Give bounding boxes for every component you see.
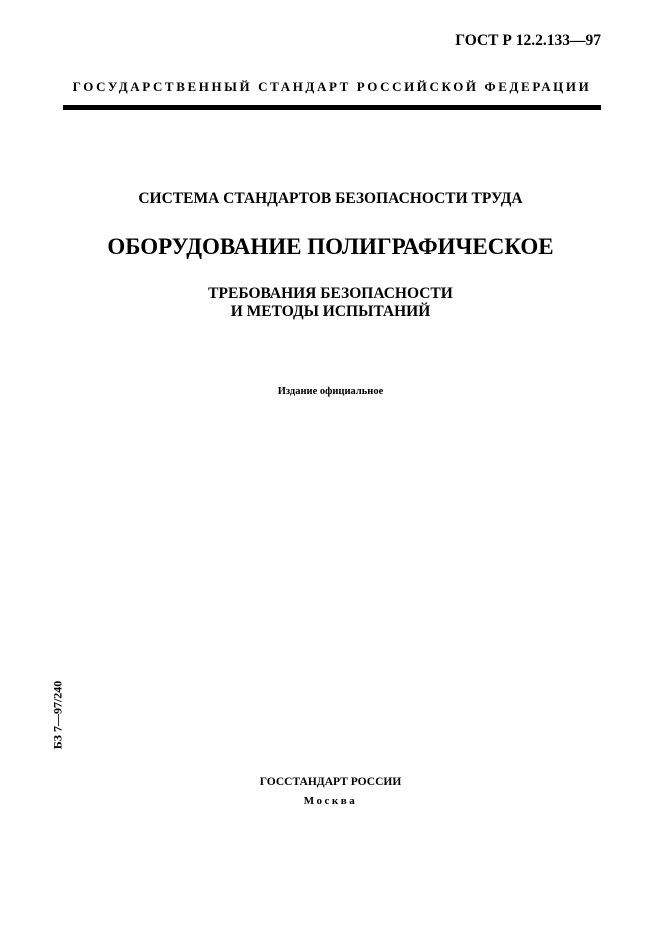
publisher-city: Москва <box>303 795 358 807</box>
official-edition-label: Издание официальное <box>277 386 384 397</box>
publisher-name: ГОССТАНДАРТ РОССИИ <box>259 776 402 788</box>
state-standard-heading: ГОСУДАРСТВЕННЫЙ СТАНДАРТ РОССИЙСКОЙ ФЕДЕРАЦИИ <box>72 79 592 94</box>
document-number: ГОСТ Р 12.2.133—97 <box>455 32 601 49</box>
standards-system-title: СИСТЕМА СТАНДАРТОВ БЕЗОПАСНОСТИ ТРУДА <box>138 190 523 207</box>
header-rule <box>63 105 601 110</box>
vertical-side-code: БЗ 7—97/240 <box>50 680 65 750</box>
subtitle-line-1: ТРЕБОВАНИЯ БЕЗОПАСНОСТИ <box>208 285 453 302</box>
main-title: ОБОРУДОВАНИЕ ПОЛИГРАФИЧЕСКОЕ <box>107 234 554 259</box>
subtitle-line-2: И МЕТОДЫ ИСПЫТАНИЙ <box>230 303 431 320</box>
subtitle <box>0 285 661 321</box>
